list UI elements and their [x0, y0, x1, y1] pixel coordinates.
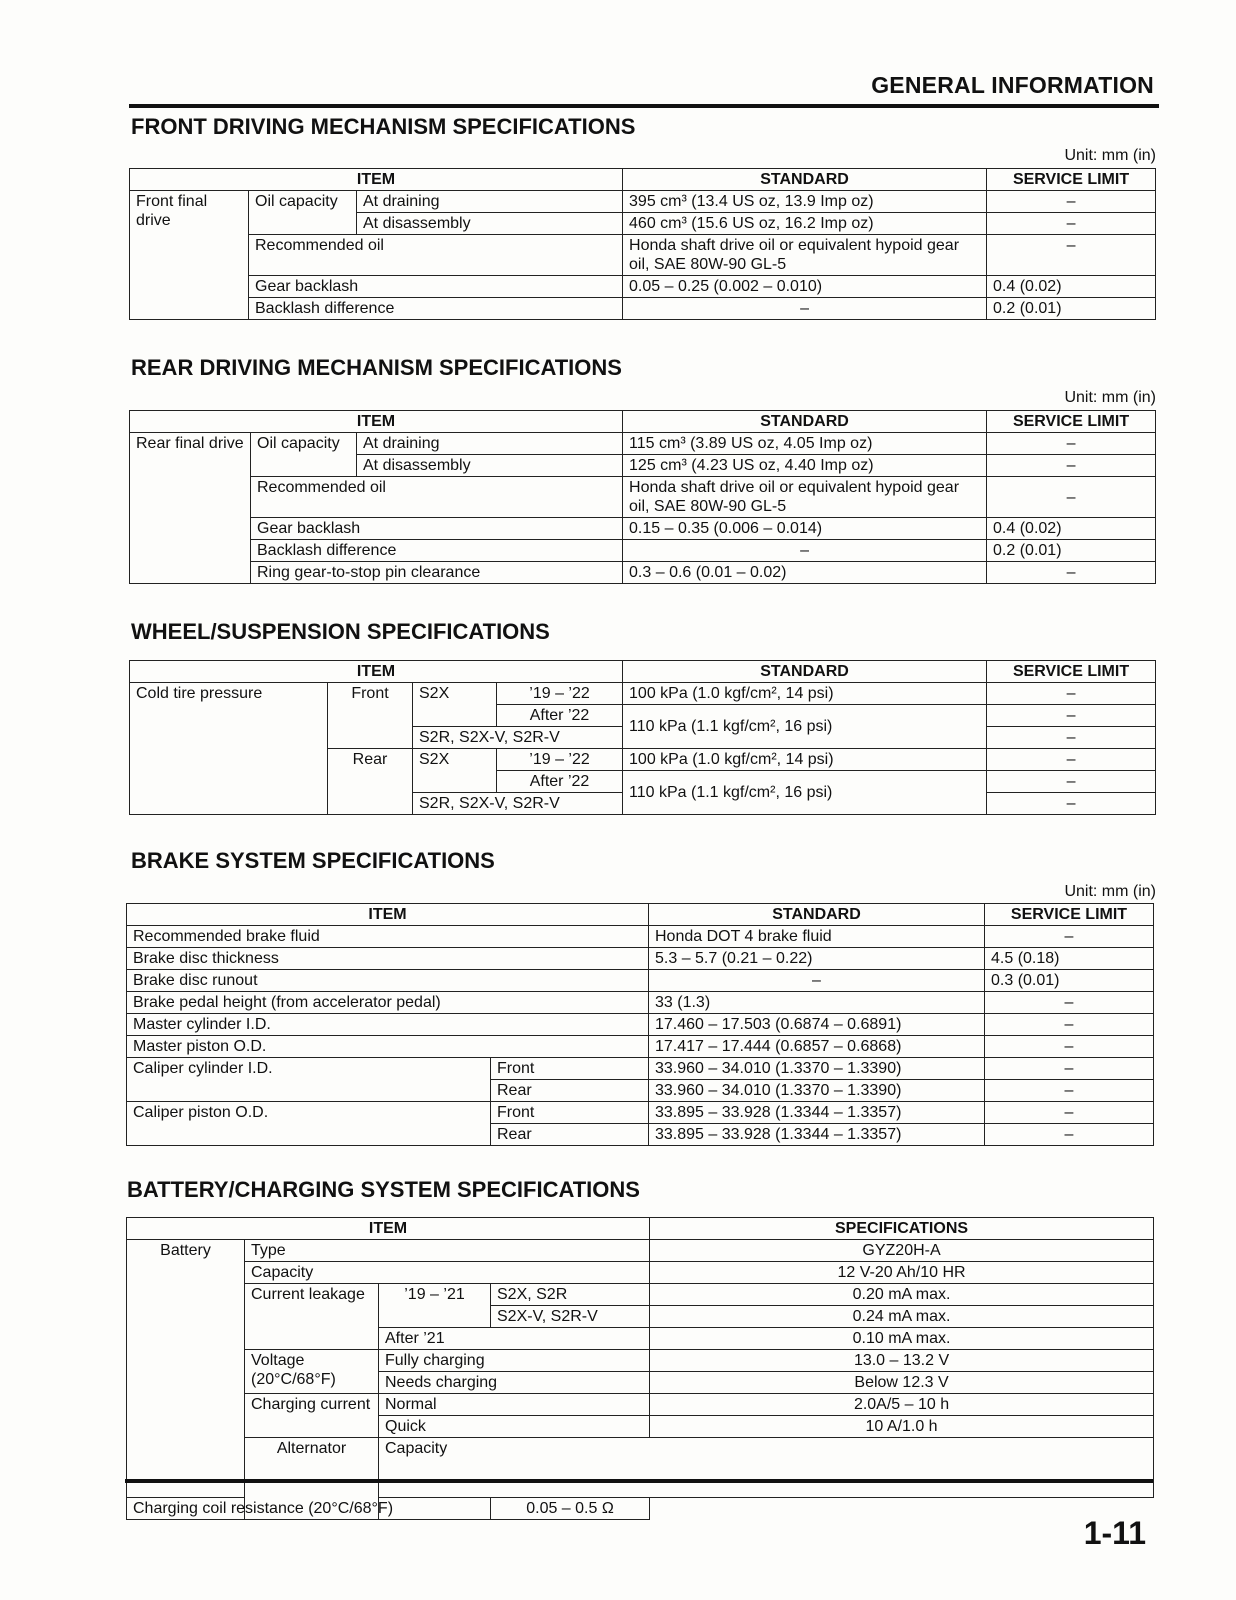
- current-leakage-label: Current leakage: [245, 1284, 379, 1350]
- caliper-cylinder-rear-limit: –: [985, 1080, 1154, 1102]
- year-range-label: ’19 – ’22: [497, 683, 623, 705]
- front-label: Front: [491, 1058, 649, 1080]
- s2x-label: S2X: [413, 749, 497, 793]
- wheel-spec-table: [129, 660, 1156, 815]
- rear-label: Rear: [491, 1080, 649, 1102]
- recommended-oil-limit: –: [987, 235, 1156, 276]
- normal-value: 2.0A/5 – 10 h: [650, 1394, 1154, 1416]
- after-21-value: 0.10 mA max.: [650, 1328, 1154, 1350]
- at-draining-label: At draining: [357, 191, 623, 213]
- caliper-cylinder-front-limit: –: [985, 1058, 1154, 1080]
- header-service-limit: SERVICE LIMIT: [987, 661, 1156, 683]
- after-22-label: After ’22: [497, 705, 623, 727]
- header-standard: STANDARD: [623, 411, 987, 433]
- front-s2r-group-limit: –: [987, 727, 1156, 749]
- front-s2x-19-22-limit: –: [987, 683, 1156, 705]
- ring-gear-clearance-standard: 0.3 – 0.6 (0.01 – 0.02): [623, 562, 987, 584]
- recommended-oil-limit: –: [987, 477, 1156, 518]
- at-draining-standard: 115 cm³ (3.89 US oz, 4.05 Imp oz): [623, 433, 987, 455]
- header-service-limit: SERVICE LIMIT: [985, 904, 1154, 926]
- brake-item: Master cylinder I.D.: [127, 1014, 649, 1036]
- brake-item: Brake pedal height (from accelerator pedal): [127, 992, 649, 1014]
- backlash-difference-label: Backlash difference: [251, 540, 623, 562]
- quick-value: 10 A/1.0 h: [650, 1416, 1154, 1438]
- at-disassembly-limit: –: [987, 455, 1156, 477]
- brake-standard: 5.3 – 5.7 (0.21 – 0.22): [649, 948, 985, 970]
- needs-charging-value: Below 12.3 V: [650, 1372, 1154, 1394]
- at-draining-limit: –: [987, 433, 1156, 455]
- at-draining-limit: –: [987, 191, 1156, 213]
- table-row: [127, 1014, 1154, 1036]
- type-label: Type: [245, 1240, 650, 1262]
- fully-charging-label: Fully charging: [379, 1350, 650, 1372]
- front-s2x-after-22-limit: –: [987, 705, 1156, 727]
- backlash-difference-label: Backlash difference: [249, 298, 623, 320]
- caliper-cylinder-rear-standard: 33.960 – 34.010 (1.3370 – 1.3390): [649, 1080, 985, 1102]
- footer-rule: [125, 1479, 1153, 1483]
- front-spec-table: [129, 168, 1156, 320]
- brake-item: Recommended brake fluid: [127, 926, 649, 948]
- header-specifications: SPECIFICATIONS: [650, 1218, 1154, 1240]
- charging-coil-value: 0.05 – 0.5 Ω: [491, 1498, 650, 1520]
- header-service-limit: SERVICE LIMIT: [987, 169, 1156, 191]
- at-disassembly-limit: –: [987, 213, 1156, 235]
- quick-label: Quick: [379, 1416, 650, 1438]
- brake-standard: 17.460 – 17.503 (0.6874 – 0.6891): [649, 1014, 985, 1036]
- needs-charging-label: Needs charging: [379, 1372, 650, 1394]
- front-label: Front: [328, 683, 413, 749]
- header-service-limit: SERVICE LIMIT: [987, 411, 1156, 433]
- capacity-label: Capacity: [245, 1262, 650, 1284]
- at-draining-standard: 395 cm³ (13.4 US oz, 13.9 Imp oz): [623, 191, 987, 213]
- s2x-s2r-value: 0.20 mA max.: [650, 1284, 1154, 1306]
- ring-gear-clearance-label: Ring gear-to-stop pin clearance: [251, 562, 623, 584]
- after-22-label: After ’22: [497, 771, 623, 793]
- front-s2x-19-22-standard: 100 kPa (1.0 kgf/cm², 14 psi): [623, 683, 987, 705]
- header-standard: STANDARD: [623, 169, 987, 191]
- brake-standard: Honda DOT 4 brake fluid: [649, 926, 985, 948]
- year-range-label: ’19 – ’22: [497, 749, 623, 771]
- s2r-s2xv-s2rv-label: S2R, S2X-V, S2R-V: [413, 793, 623, 815]
- backlash-difference-standard: –: [623, 298, 987, 320]
- caliper-piston-front-limit: –: [985, 1102, 1154, 1124]
- brake-section-title: BRAKE SYSTEM SPECIFICATIONS: [131, 848, 495, 873]
- front-after-22-standard: 110 kPa (1.1 kgf/cm², 16 psi): [623, 705, 987, 749]
- brake-unit-note: Unit: mm (in): [1064, 883, 1156, 900]
- after-21-label: After ’21: [379, 1328, 650, 1350]
- ring-gear-clearance-limit: –: [987, 562, 1156, 584]
- s2r-s2xv-s2rv-label: S2R, S2X-V, S2R-V: [413, 727, 623, 749]
- gear-backlash-label: Gear backlash: [249, 276, 623, 298]
- header-item: ITEM: [127, 1218, 650, 1240]
- s2xv-s2rv-label: S2X-V, S2R-V: [491, 1306, 650, 1328]
- alternator-capacity-label: Capacity: [379, 1438, 1154, 1498]
- rear-s2x-19-22-limit: –: [987, 749, 1156, 771]
- battery-spec-table: [126, 1217, 1154, 1520]
- table-row: [127, 970, 1154, 992]
- type-value: GYZ20H-A: [650, 1240, 1154, 1262]
- oil-capacity-label: Oil capacity: [249, 191, 357, 235]
- brake-limit: –: [985, 992, 1154, 1014]
- charging-coil-label: Charging coil resistance (20°C/68°F): [127, 1498, 491, 1520]
- rear-unit-note: Unit: mm (in): [1064, 389, 1156, 406]
- battery-section-title: BATTERY/CHARGING SYSTEM SPECIFICATIONS: [127, 1177, 640, 1202]
- brake-limit: 0.3 (0.01): [985, 970, 1154, 992]
- table-row: [127, 992, 1154, 1014]
- recommended-oil-label: Recommended oil: [251, 477, 623, 518]
- page-header-title: GENERAL INFORMATION: [871, 72, 1154, 98]
- recommended-oil-label: Recommended oil: [249, 235, 623, 276]
- at-disassembly-label: At disassembly: [357, 455, 623, 477]
- caliper-cylinder-front-standard: 33.960 – 34.010 (1.3370 – 1.3390): [649, 1058, 985, 1080]
- at-disassembly-standard: 460 cm³ (15.6 US oz, 16.2 Imp oz): [623, 213, 987, 235]
- backlash-difference-limit: 0.2 (0.01): [987, 298, 1156, 320]
- brake-limit: –: [985, 1036, 1154, 1058]
- page-number: 1-11: [1083, 1515, 1146, 1551]
- front-unit-note: Unit: mm (in): [1064, 147, 1156, 164]
- caliper-piston-front-standard: 33.895 – 33.928 (1.3344 – 1.3357): [649, 1102, 985, 1124]
- brake-standard: 17.417 – 17.444 (0.6857 – 0.6868): [649, 1036, 985, 1058]
- front-label: Front: [491, 1102, 649, 1124]
- recommended-oil-standard: Honda shaft drive oil or equivalent hypoid gear oil, SAE 80W-90 GL-5: [623, 235, 987, 276]
- at-draining-label: At draining: [357, 433, 623, 455]
- header-item: ITEM: [127, 904, 649, 926]
- battery-label: Battery: [127, 1240, 245, 1498]
- header-item: ITEM: [130, 169, 623, 191]
- at-disassembly-label: At disassembly: [357, 213, 623, 235]
- caliper-piston-rear-standard: 33.895 – 33.928 (1.3344 – 1.3357): [649, 1124, 985, 1146]
- rear-s2x-after-22-limit: –: [987, 771, 1156, 793]
- table-row: [127, 1036, 1154, 1058]
- header-standard: STANDARD: [623, 661, 987, 683]
- rear-s2x-19-22-standard: 100 kPa (1.0 kgf/cm², 14 psi): [623, 749, 987, 771]
- gear-backlash-label: Gear backlash: [251, 518, 623, 540]
- header-standard: STANDARD: [649, 904, 985, 926]
- s2x-s2r-label: S2X, S2R: [491, 1284, 650, 1306]
- backlash-difference-standard: –: [623, 540, 987, 562]
- s2xv-s2rv-value: 0.24 mA max.: [650, 1306, 1154, 1328]
- table-row: [127, 926, 1154, 948]
- header-item: ITEM: [130, 411, 623, 433]
- charging-current-label: Charging current: [245, 1394, 379, 1438]
- gear-backlash-standard: 0.05 – 0.25 (0.002 – 0.010): [623, 276, 987, 298]
- brake-limit: –: [985, 926, 1154, 948]
- brake-limit: 4.5 (0.18): [985, 948, 1154, 970]
- front-section-title: FRONT DRIVING MECHANISM SPECIFICATIONS: [131, 114, 636, 139]
- caliper-piston-rear-limit: –: [985, 1124, 1154, 1146]
- s2x-label: S2X: [413, 683, 497, 727]
- cold-tire-pressure-label: Cold tire pressure: [130, 683, 328, 815]
- backlash-difference-limit: 0.2 (0.01): [987, 540, 1156, 562]
- rear-final-drive-label: Rear final drive: [130, 433, 251, 584]
- gear-backlash-standard: 0.15 – 0.35 (0.006 – 0.014): [623, 518, 987, 540]
- voltage-label: Voltage (20°C/68°F): [245, 1350, 379, 1394]
- capacity-value: 12 V-20 Ah/10 HR: [650, 1262, 1154, 1284]
- brake-spec-table: [126, 903, 1154, 1146]
- header-rule: [129, 104, 1159, 108]
- rear-s2r-group-limit: –: [987, 793, 1156, 815]
- brake-limit: –: [985, 1014, 1154, 1036]
- brake-standard: 33 (1.3): [649, 992, 985, 1014]
- wheel-section-title: WHEEL/SUSPENSION SPECIFICATIONS: [131, 619, 550, 644]
- front-final-drive-label: Front final drive: [130, 191, 249, 320]
- year-range-label: ’19 – ’21: [379, 1284, 491, 1328]
- caliper-cylinder-label: Caliper cylinder I.D.: [127, 1058, 491, 1102]
- rear-section-title: REAR DRIVING MECHANISM SPECIFICATIONS: [131, 355, 622, 380]
- table-row: [127, 948, 1154, 970]
- fully-charging-value: 13.0 – 13.2 V: [650, 1350, 1154, 1372]
- brake-item: Master piston O.D.: [127, 1036, 649, 1058]
- at-disassembly-standard: 125 cm³ (4.23 US oz, 4.40 Imp oz): [623, 455, 987, 477]
- normal-label: Normal: [379, 1394, 650, 1416]
- caliper-piston-label: Caliper piston O.D.: [127, 1102, 491, 1146]
- alternator-label: Alternator: [245, 1438, 379, 1520]
- brake-item: Brake disc thickness: [127, 948, 649, 970]
- gear-backlash-limit: 0.4 (0.02): [987, 518, 1156, 540]
- gear-backlash-limit: 0.4 (0.02): [987, 276, 1156, 298]
- rear-label: Rear: [491, 1124, 649, 1146]
- recommended-oil-standard: Honda shaft drive oil or equivalent hypoid gear oil, SAE 80W-90 GL-5: [623, 477, 987, 518]
- rear-spec-table: [129, 410, 1156, 584]
- brake-standard: –: [649, 970, 985, 992]
- oil-capacity-label: Oil capacity: [251, 433, 357, 477]
- brake-item: Brake disc runout: [127, 970, 649, 992]
- header-item: ITEM: [130, 661, 623, 683]
- rear-label: Rear: [328, 749, 413, 815]
- rear-after-22-standard: 110 kPa (1.1 kgf/cm², 16 psi): [623, 771, 987, 815]
